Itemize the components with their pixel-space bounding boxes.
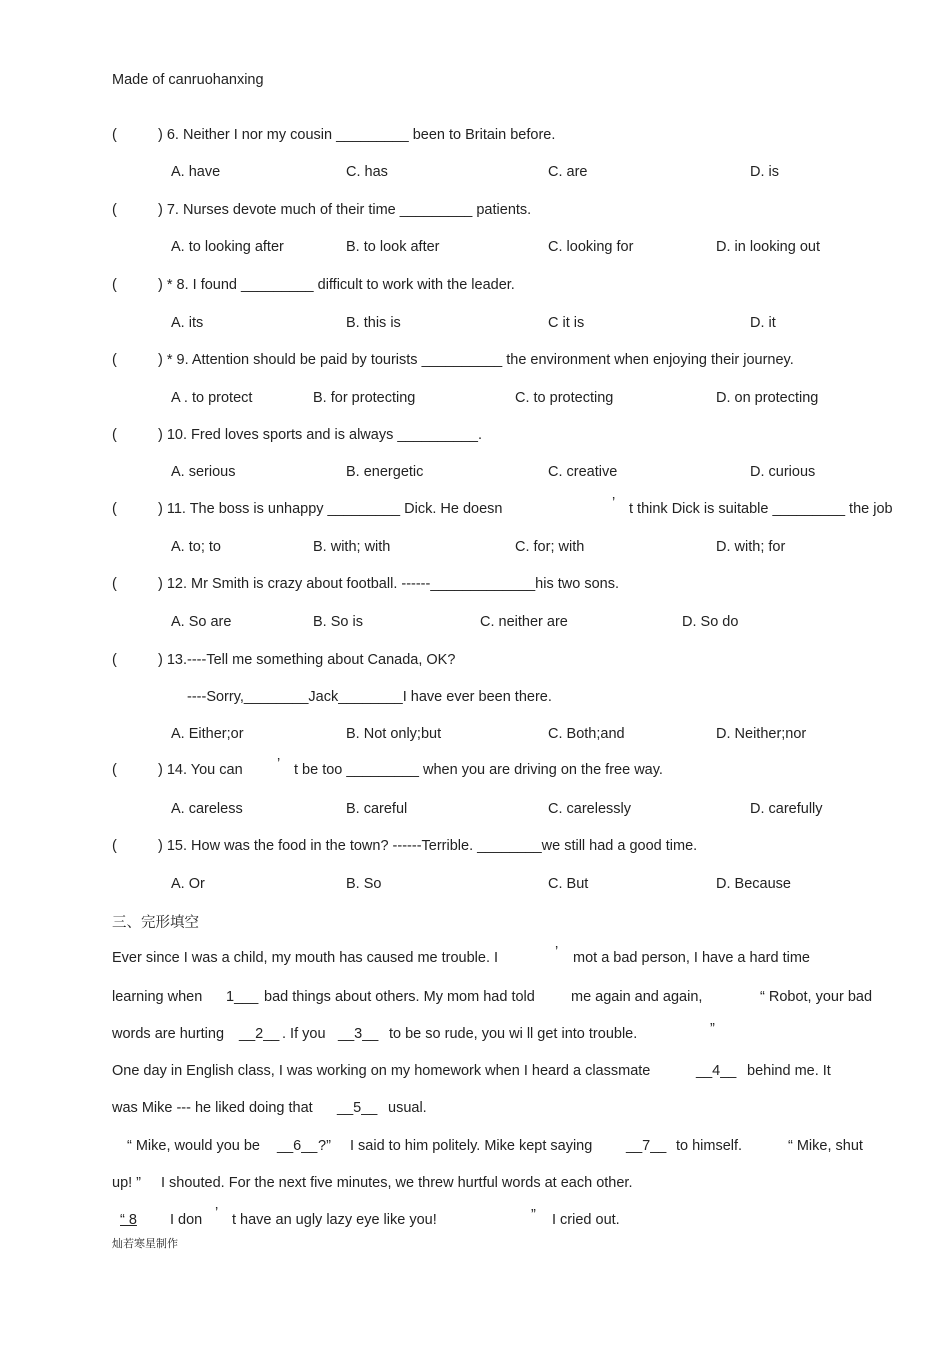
answer-option: A. serious bbox=[171, 464, 236, 480]
answer-paren: ( bbox=[112, 352, 117, 368]
answer-option: B. careful bbox=[346, 801, 408, 817]
passage-text: I don bbox=[170, 1212, 203, 1228]
passage-text: was Mike --- he liked doing that bbox=[112, 1100, 313, 1116]
answer-option: D. on protecting bbox=[716, 390, 819, 406]
passage-text: mot a bad person, I have a hard time bbox=[573, 950, 810, 966]
answer-option: D. So do bbox=[682, 614, 739, 630]
answer-option: C. carelessly bbox=[548, 801, 631, 817]
answer-paren: ( bbox=[112, 652, 117, 668]
passage-text: me again and again, bbox=[571, 989, 703, 1005]
apostrophe-mark: ’ bbox=[555, 944, 559, 960]
answer-option: C. creative bbox=[548, 464, 618, 480]
answer-option: D. with; for bbox=[716, 539, 786, 555]
quote-mark: ” bbox=[710, 1021, 715, 1037]
answer-option: B. Not only;but bbox=[346, 726, 442, 742]
answer-option: A. Either;or bbox=[171, 726, 244, 742]
blank-2: __2__ bbox=[239, 1026, 280, 1042]
answer-option: D. in looking out bbox=[716, 239, 820, 255]
blank-6: __6__ bbox=[277, 1138, 318, 1154]
answer-option: D. Because bbox=[716, 876, 791, 892]
passage-text: bad things about others. My mom had told bbox=[264, 989, 535, 1005]
answer-option: C. looking for bbox=[548, 239, 634, 255]
blank-4: __4__ bbox=[696, 1063, 737, 1079]
question-sub-line: ----Sorry,________Jack________I have ever been there. bbox=[187, 689, 552, 705]
passage-text: Ever since I was a child, my mouth has caused me trouble. I bbox=[112, 950, 499, 966]
answer-option: C. has bbox=[346, 164, 388, 180]
answer-paren: ( bbox=[112, 501, 117, 517]
passage-text: usual. bbox=[388, 1100, 427, 1116]
answer-option: C. neither are bbox=[480, 614, 568, 630]
question-stem: ) * 8. I found _________ difficult to work with the leader. bbox=[158, 277, 515, 293]
blank-7: __7__ bbox=[626, 1138, 667, 1154]
question-stem: t be too _________ when you are driving on the free way. bbox=[294, 762, 663, 778]
passage-text: “ Robot, your bad bbox=[760, 989, 873, 1005]
passage-text: learning when bbox=[112, 989, 203, 1005]
answer-option: B. So is bbox=[313, 614, 363, 630]
passage-text: I said to him politely. Mike kept saying bbox=[350, 1138, 593, 1154]
answer-option: A. to; to bbox=[171, 539, 221, 555]
answer-paren: ( bbox=[112, 277, 117, 293]
quote-mark: ” bbox=[531, 1207, 536, 1223]
passage-text: up! ” bbox=[112, 1175, 142, 1191]
answer-option: A . to protect bbox=[171, 390, 253, 406]
passage-text: . If you bbox=[282, 1026, 326, 1042]
passage-text: I cried out. bbox=[552, 1212, 620, 1228]
answer-option: A. its bbox=[171, 315, 204, 331]
question-stem: t think Dick is suitable _________ the job bbox=[629, 501, 893, 517]
answer-option: D. carefully bbox=[750, 801, 823, 817]
answer-option: A. careless bbox=[171, 801, 243, 817]
apostrophe-mark: ’ bbox=[612, 495, 616, 511]
answer-option: A. have bbox=[171, 164, 221, 180]
answer-option: D. is bbox=[750, 164, 779, 180]
answer-option: C. to protecting bbox=[515, 390, 614, 406]
answer-option: B. So bbox=[346, 876, 382, 892]
blank-3: __3__ bbox=[338, 1026, 379, 1042]
question-stem: ) 12. Mr Smith is crazy about football. ------_____________his two sons. bbox=[158, 576, 619, 592]
passage-text: One day in English class, I was working on my homework when I heard a classmate bbox=[112, 1063, 651, 1079]
answer-paren: ( bbox=[112, 762, 117, 778]
answer-paren: ( bbox=[112, 838, 117, 854]
passage-text: t have an ugly lazy eye like you! bbox=[232, 1212, 437, 1228]
passage-text: ?” bbox=[318, 1138, 331, 1154]
passage-text: “ Mike, shut bbox=[788, 1138, 863, 1154]
passage-line bbox=[112, 950, 498, 966]
question-stem: ) 14. You can bbox=[158, 762, 243, 778]
apostrophe-mark: ’ bbox=[215, 1205, 219, 1221]
passage-text: words are hurting bbox=[112, 1026, 225, 1042]
question-stem: ) 6. Neither I nor my cousin _________ been to Britain before. bbox=[158, 127, 556, 143]
answer-paren: ( bbox=[112, 202, 117, 218]
answer-paren: ( bbox=[112, 427, 117, 443]
answer-option: B. to look after bbox=[346, 239, 440, 255]
blank-1: 1___ bbox=[226, 989, 259, 1005]
answer-option: B. energetic bbox=[346, 464, 424, 480]
answer-option: C it is bbox=[548, 315, 585, 331]
question-stem: ) 10. Fred loves sports and is always __________. bbox=[158, 427, 483, 443]
section-title: 三、完形填空 bbox=[112, 915, 199, 931]
question-stem: ) 13.----Tell me something about Canada, OK? bbox=[158, 652, 456, 668]
passage-text: behind me. It bbox=[747, 1063, 831, 1079]
answer-option: B. for protecting bbox=[313, 390, 416, 406]
answer-option: C. Both;and bbox=[548, 726, 625, 742]
answer-paren: ( bbox=[112, 127, 117, 143]
answer-option: A. Or bbox=[171, 876, 205, 892]
answer-option: C. for; with bbox=[515, 539, 585, 555]
answer-option: B. with; with bbox=[313, 539, 391, 555]
question-stem: ) 7. Nurses devote much of their time _________ patients. bbox=[158, 202, 532, 218]
passage-text: to be so rude, you wi ll get into trouble. bbox=[389, 1026, 638, 1042]
passage-text: “ Mike, would you be bbox=[127, 1138, 260, 1154]
passage-text: to himself. bbox=[676, 1138, 743, 1154]
answer-option: A. to looking after bbox=[171, 239, 284, 255]
answer-option: C. are bbox=[548, 164, 588, 180]
answer-option: D. Neither;nor bbox=[716, 726, 807, 742]
answer-option: A. So are bbox=[171, 614, 232, 630]
question-stem: ) 15. How was the food in the town? ------Terrible. ________we still had a good time. bbox=[158, 838, 698, 854]
answer-paren: ( bbox=[112, 576, 117, 592]
answer-option: D. it bbox=[750, 315, 776, 331]
page-footer: 灿若寒星制作 bbox=[112, 1237, 178, 1250]
answer-option: D. curious bbox=[750, 464, 816, 480]
answer-option: B. this is bbox=[346, 315, 401, 331]
answer-option: C. But bbox=[548, 876, 589, 892]
question-stem: ) * 9. Attention should be paid by tourists __________ the environment when enjoying their journey. bbox=[158, 352, 794, 368]
page-header: Made of canruohanxing bbox=[112, 72, 264, 88]
blank-8: “ 8 bbox=[120, 1212, 137, 1228]
apostrophe-mark: ’ bbox=[277, 756, 281, 772]
passage-text: I shouted. For the next five minutes, we threw hurtful words at each other. bbox=[161, 1175, 633, 1191]
question-stem: ) 11. The boss is unhappy _________ Dick. He doesn bbox=[158, 501, 503, 517]
blank-5: __5__ bbox=[337, 1100, 378, 1116]
